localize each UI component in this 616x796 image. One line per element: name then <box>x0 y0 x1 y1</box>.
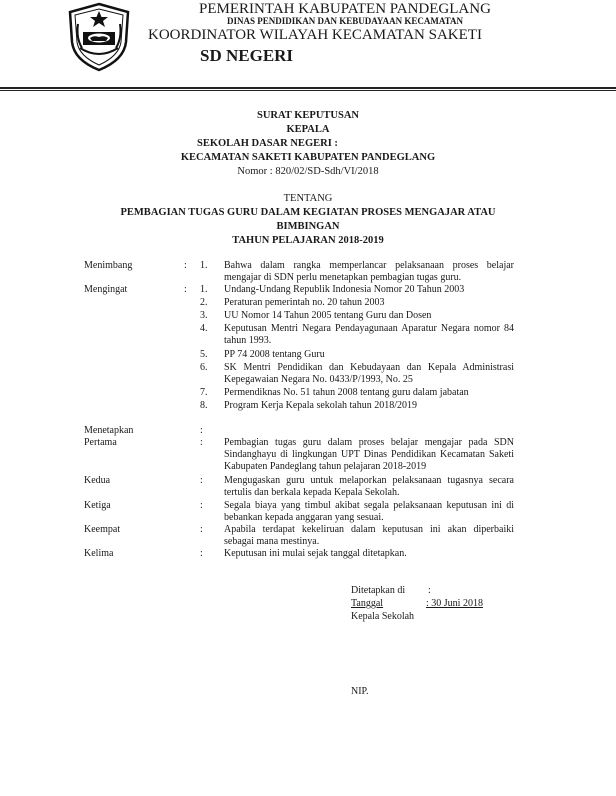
mengingat-item-number: 4. <box>200 323 208 334</box>
mengingat-item-text: Peraturan pemerintah no. 20 tahun 2003 <box>224 297 385 308</box>
decision-text: Mengugaskan guru untuk melaporkan pelaksanaan tugasnya secara tertulis dan berkala kepada Kepala Sekolah. <box>224 475 514 498</box>
decision-colon: : <box>200 500 203 511</box>
decision-colon: : <box>200 524 203 535</box>
doc-title-sekolah: SEKOLAH DASAR NEGERI : <box>197 138 338 149</box>
regency-emblem-logo <box>66 2 132 72</box>
decision-text: Pembagian tugas guru dalam proses belajar mengajar pada SDN Sindanghayu di lingkungan UPT Dinas Pendidikan Kecamatan Saketi Kabupaten Pandeglang tahun pelajaran 2018-2019 <box>224 437 514 472</box>
letterhead-department: DINAS PENDIDIKAN DAN KEBUDAYAAN KECAMATAN <box>226 16 464 26</box>
doc-subject-line2: BIMBINGAN <box>276 221 340 232</box>
doc-title-surat: SURAT KEPUTUSAN <box>256 110 359 121</box>
mengingat-item-text: Program Kerja Kepala sekolah tahun 2018/2019 <box>224 400 418 411</box>
decision-text: Segala biaya yang timbul akibat segala pelaksanaan keputusan ini di bebankan kepada anggaran yang sesuai. <box>224 500 514 523</box>
decision-colon: : <box>200 548 203 559</box>
mengingat-item-text: Permendiknas No. 51 tahun 2008 tentang guru dalam jabatan <box>224 387 469 398</box>
doc-subject-line1: PEMBAGIAN TUGAS GURU DALAM KEGIATAN PROSES MENGAJAR ATAU <box>120 207 496 218</box>
doc-title-kepala: KEPALA <box>286 124 330 135</box>
mengingat-item-number: 2. <box>200 297 208 308</box>
mengingat-item-text: PP 74 2008 tentang Guru <box>224 349 325 360</box>
mengingat-label: Mengingat <box>84 284 128 295</box>
decision-label: Pertama <box>84 437 117 448</box>
doc-number: Nomor : 820/02/SD-Sdh/VI/2018 <box>237 166 379 177</box>
decision-label: Keempat <box>84 524 121 535</box>
signature-place-colon: : <box>428 585 431 596</box>
menetapkan-colon: : <box>200 425 203 436</box>
decision-text: Apabila terdapat kekeliruan dalam keputusan ini akan diperbaiki sebagai mana mestinya. <box>224 524 514 547</box>
signature-date-value: : 30 Juni 2018 <box>426 598 483 609</box>
mengingat-item-text: Keputusan Mentri Negara Pendayagunaan Aparatur Negara nomor 84 tahun 1993. <box>224 323 514 346</box>
letterhead-rule-thin <box>0 90 616 91</box>
menimbang-label: Menimbang <box>84 260 133 271</box>
mengingat-item-text: Undang-Undang Republik Indonesia Nomor 20 Tahun 2003 <box>224 284 465 295</box>
menimbang-colon: : <box>184 260 187 271</box>
signature-place-label: Ditetapkan di <box>351 585 406 596</box>
doc-school-year: TAHUN PELAJARAN 2018-2019 <box>232 235 384 246</box>
mengingat-item-text: SK Mentri Pendidikan dan Kebudayaan dan Kepala Administrasi Kepegawaian Negara No. 0433/P/1993, No. 25 <box>224 362 514 385</box>
mengingat-item-text: UU Nomor 14 Tahun 2005 tentang Guru dan Dosen <box>224 310 432 321</box>
doc-title-kecamatan: KECAMATAN SAKETI KABUPATEN PANDEGLANG <box>180 152 436 163</box>
mengingat-item-number: 1. <box>200 284 208 295</box>
signature-date-label: Tanggal <box>351 598 384 609</box>
mengingat-colon: : <box>184 284 187 295</box>
letterhead-government: PEMERINTAH KABUPATEN PANDEGLANG <box>199 1 491 17</box>
mengingat-item-number: 5. <box>200 349 208 360</box>
mengingat-item-number: 6. <box>200 362 208 373</box>
letterhead-school: SD NEGERI <box>200 46 294 65</box>
decision-text: Keputusan ini mulai sejak tanggal ditetapkan. <box>224 548 407 559</box>
menimbang-text: Bahwa dalam rangka memperlancar pelaksanaan proses belajar mengajar di SDN perlu menetapkan pembagian tugas guru. <box>224 260 514 283</box>
mengingat-item-number: 7. <box>200 387 208 398</box>
mengingat-item-number: 8. <box>200 400 208 411</box>
letterhead-coordinator: KOORDINATOR WILAYAH KECAMATAN SAKETI <box>148 27 482 43</box>
letterhead-rule-thick <box>0 87 616 89</box>
doc-tentang: TENTANG <box>283 193 333 204</box>
signature-nip: NIP. <box>351 686 369 697</box>
decision-colon: : <box>200 475 203 486</box>
decision-label: Kedua <box>84 475 111 486</box>
mengingat-item-number: 3. <box>200 310 208 321</box>
decision-label: Ketiga <box>84 500 111 511</box>
signature-position: Kepala Sekolah <box>351 611 415 622</box>
decision-colon: : <box>200 437 203 448</box>
menimbang-number: 1. <box>200 260 208 271</box>
decision-label: Kelima <box>84 548 114 559</box>
menetapkan-label: Menetapkan <box>84 425 134 436</box>
